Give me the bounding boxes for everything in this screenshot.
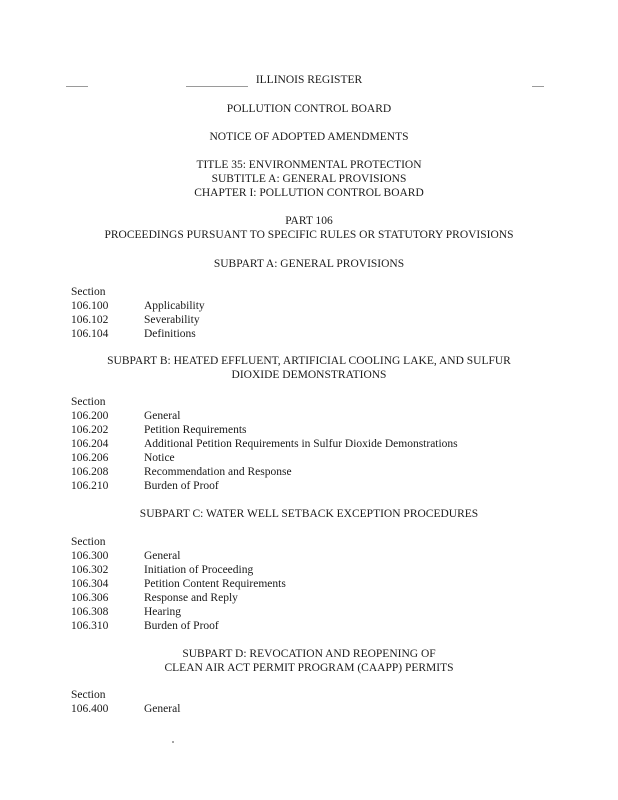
section-number: 106.202 — [71, 424, 109, 436]
section-number: 106.204 — [71, 438, 109, 450]
chapter-line: CHAPTER I: POLLUTION CONTROL BOARD — [194, 187, 424, 199]
notice-title: NOTICE OF ADOPTED AMENDMENTS — [209, 131, 409, 143]
scan-artifact-dot — [172, 741, 174, 743]
section-title: Severability — [144, 314, 200, 326]
title-line: TITLE 35: ENVIRONMENTAL PROTECTION — [196, 159, 422, 171]
register-title: ILLINOIS REGISTER — [255, 74, 363, 86]
section-number: 106.302 — [71, 564, 109, 576]
section-label: Section — [71, 396, 106, 408]
section-title: General — [144, 703, 181, 715]
subpart-a-heading: SUBPART A: GENERAL PROVISIONS — [213, 258, 405, 270]
section-title: Hearing — [144, 606, 182, 618]
section-title: General — [144, 550, 181, 562]
section-number: 106.102 — [71, 314, 109, 326]
section-title: Applicability — [144, 300, 205, 312]
section-title: Initiation of Proceeding — [144, 564, 254, 576]
section-number: 106.300 — [71, 550, 109, 562]
section-number: 106.100 — [71, 300, 109, 312]
section-title: Petition Content Requirements — [144, 578, 286, 590]
subpart-d-heading-line2: CLEAN AIR ACT PERMIT PROGRAM (CAAPP) PERMITS — [164, 662, 454, 674]
section-title: Recommendation and Response — [144, 466, 292, 478]
section-number: 106.306 — [71, 592, 109, 604]
section-title: Burden of Proof — [144, 620, 219, 632]
section-label: Section — [71, 286, 106, 298]
section-number: 106.304 — [71, 578, 109, 590]
section-title: General — [144, 410, 181, 422]
section-number: 106.210 — [71, 480, 109, 492]
subpart-b-heading-line1: SUBPART B: HEATED EFFLUENT, ARTIFICIAL COOLING LAKE, AND SULFUR — [107, 355, 511, 367]
section-title: Response and Reply — [144, 592, 238, 604]
section-title: Additional Petition Requirements in Sulfur Dioxide Demonstrations — [144, 438, 458, 450]
subpart-c-heading: SUBPART C: WATER WELL SETBACK EXCEPTION PROCEDURES — [139, 508, 479, 520]
part-name: PROCEEDINGS PURSUANT TO SPECIFIC RULES OR STATUTORY PROVISIONS — [104, 229, 514, 241]
section-number: 106.400 — [71, 703, 109, 715]
board-name: POLLUTION CONTROL BOARD — [226, 103, 392, 115]
section-number: 106.308 — [71, 606, 109, 618]
section-number: 106.208 — [71, 466, 109, 478]
section-label: Section — [71, 689, 106, 701]
section-title: Notice — [144, 452, 175, 464]
section-label: Section — [71, 536, 106, 548]
section-title: Burden of Proof — [144, 480, 219, 492]
section-number: 106.206 — [71, 452, 109, 464]
section-title: Definitions — [144, 328, 196, 340]
subtitle-line: SUBTITLE A: GENERAL PROVISIONS — [211, 173, 407, 185]
section-number: 106.200 — [71, 410, 109, 422]
subpart-d-heading-line1: SUBPART D: REVOCATION AND REOPENING OF — [182, 648, 436, 660]
section-number: 106.104 — [71, 328, 109, 340]
subpart-b-heading-line2: DIOXIDE DEMONSTRATIONS — [231, 369, 387, 381]
section-number: 106.310 — [71, 620, 109, 632]
part-number: PART 106 — [285, 215, 333, 227]
section-title: Petition Requirements — [144, 424, 247, 436]
